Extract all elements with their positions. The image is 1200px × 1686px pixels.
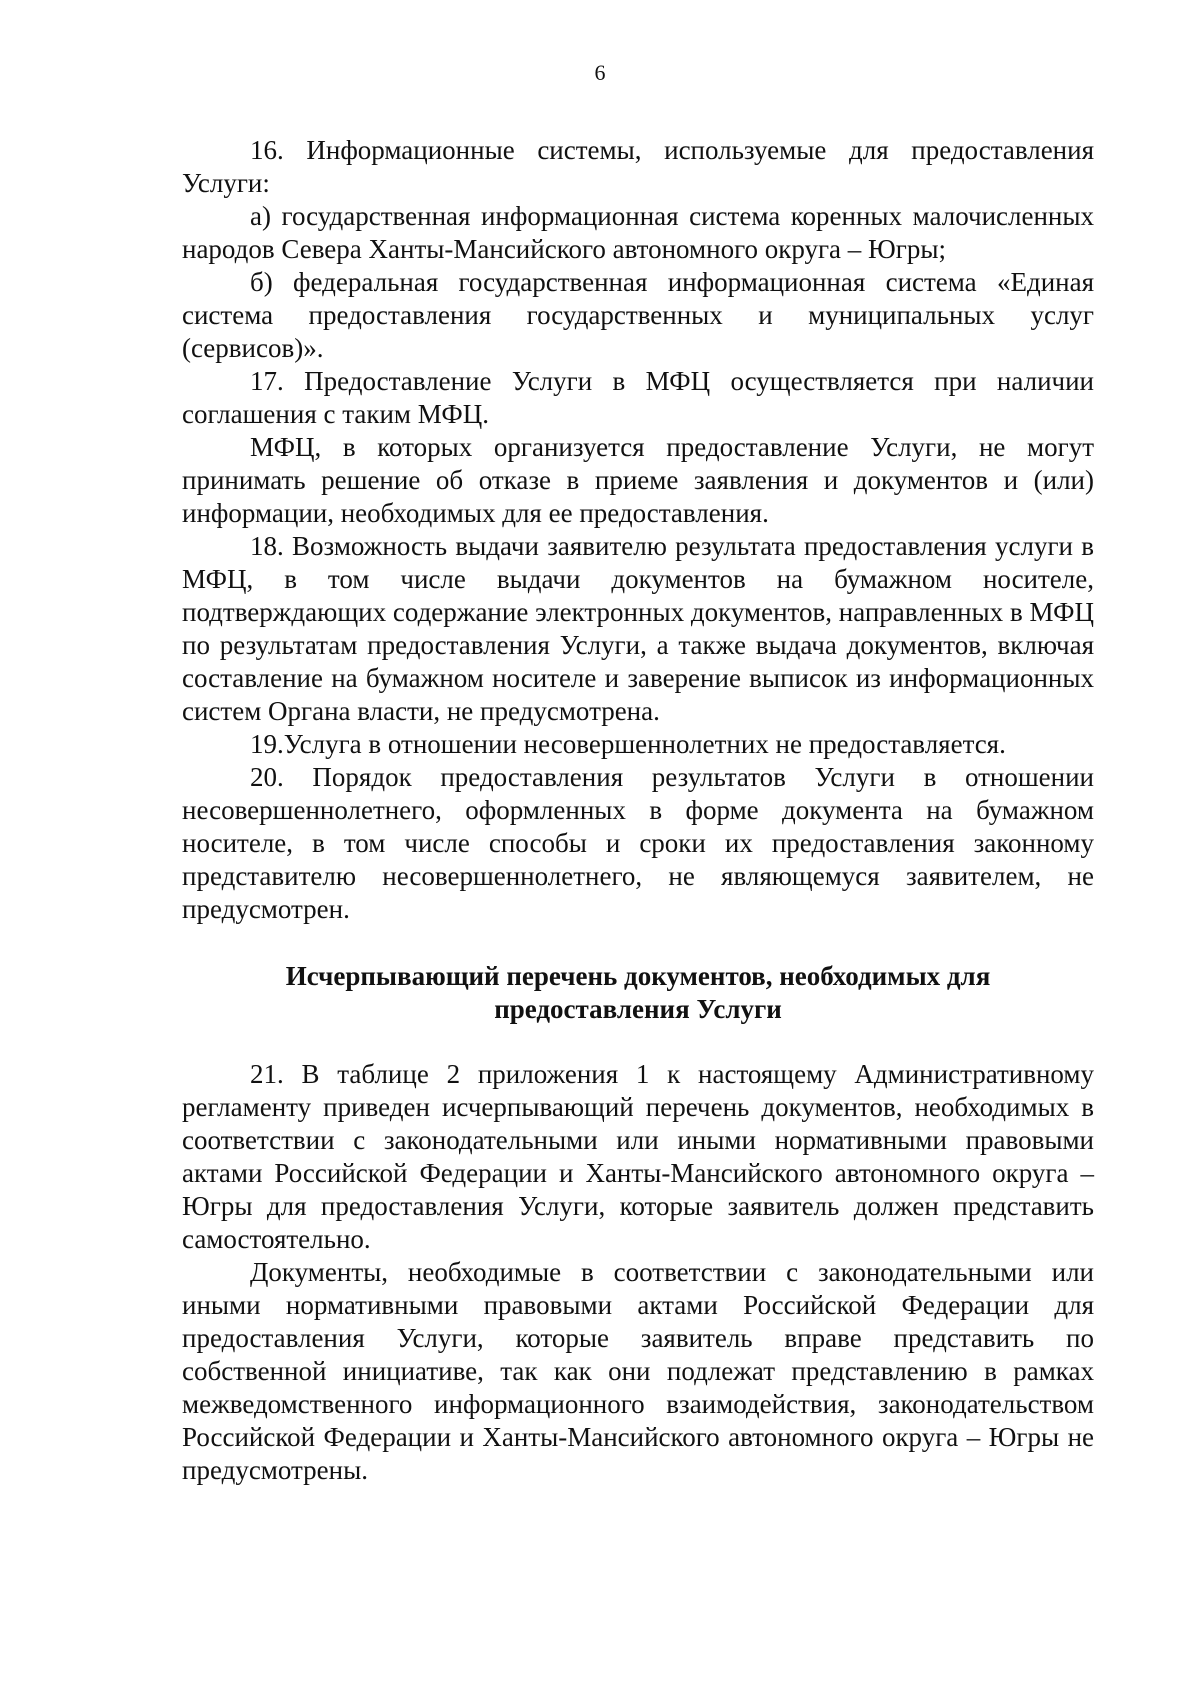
page-number: 6 — [594, 60, 606, 85]
section-heading-line-1: Исчерпывающий перечень документов, необходимых для — [285, 961, 991, 991]
paragraph-19: 19.Услуга в отношении несовершеннолетних не предоставляется. — [250, 729, 1006, 759]
paragraph-17: 17. Предоставление Услуги в МФЦ осуществляется при наличии соглашения с таким МФЦ. — [182, 366, 1094, 429]
section-heading — [182, 960, 1094, 1026]
paragraph-16b: б) федеральная государственная информационная система «Единая система предоставления государственных и муниципальных услуг (сервисов)». — [182, 267, 1094, 363]
paragraph-16: 16. Информационные системы, используемые для предоставления Услуги: — [182, 135, 1094, 198]
paragraph-18: 18. Возможность выдачи заявителю результата предоставления услуги в МФЦ, в том числе выдачи документов на бумажном носителе, подтверждающих содержание электронных документов, направленных в МФЦ по результатам предоставления Услуги, а также выдача документов, включая составление на бумажном носителе и заверение выписок из информационных систем Органа власти, не предусмотрена. — [182, 531, 1094, 726]
paragraph-16a: а) государственная информационная система коренных малочисленных народов Севера Ханты-Мансийского автономного округа – Югры; — [182, 201, 1094, 264]
paragraph-documents: Документы, необходимые в соответствии с законодательными или иными нормативными правовыми актами Российской Федерации для предоставления Услуги, которые заявитель вправе представить по собственной инициативе, так как они подлежат представлению в рамках межведомственного информационного взаимодействия, законодательством Российской Федерации и Ханты-Мансийского автономного округа – Югры не предусмотрены. — [182, 1257, 1094, 1485]
paragraph-17-mfc: МФЦ, в которых организуется предоставление Услуги, не могут принимать решение об отказе в приеме заявления и документов и (или) информации, необходимых для ее предоставления. — [182, 432, 1094, 528]
paragraph-20: 20. Порядок предоставления результатов Услуги в отношении несовершеннолетнего, оформленных в форме документа на бумажном носителе, в том числе способы и сроки их предоставления законному представителю несовершеннолетнего, не являющемуся заявителем, не предусмотрен. — [182, 762, 1094, 924]
document-body — [182, 134, 1094, 1487]
section-heading-line-2: предоставления Услуги — [494, 994, 782, 1024]
paragraph-21: 21. В таблице 2 приложения 1 к настоящему Административному регламенту приведен исчерпывающий перечень документов, необходимых в соответствии с законодательными или иными нормативными правовыми актами Российской Федерации и Ханты-Мансийского автономного округа – Югры для предоставления Услуги, которые заявитель должен представить самостоятельно. — [182, 1059, 1094, 1254]
